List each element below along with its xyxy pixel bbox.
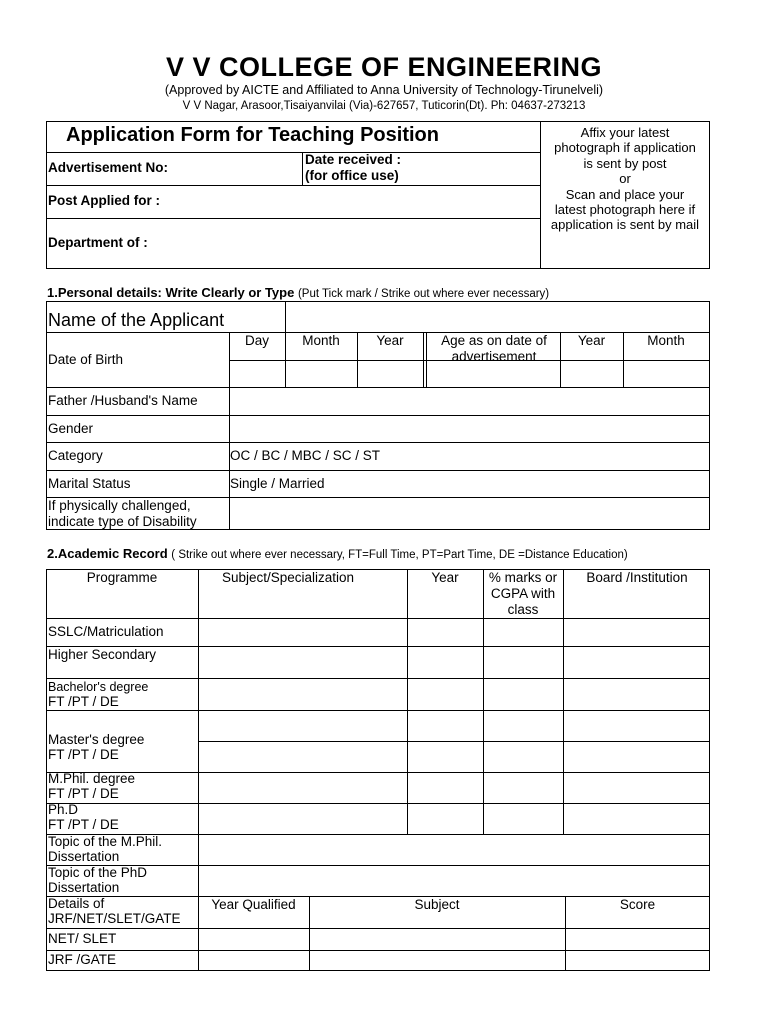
year-header: Year: [376, 333, 404, 348]
applicant-name-label: Name of the Applicant: [48, 310, 225, 330]
photo-placeholder[interactable]: Affix your latest photograph if application is sent by post or Scan and place your latest photograph here if application is sent by mail: [550, 125, 700, 233]
row-sslc: SSLC/Matriculation: [48, 624, 164, 639]
col-exam-subject: Subject: [414, 897, 460, 912]
marital-status-options[interactable]: Single / Married: [230, 476, 325, 491]
category-label: Category: [48, 448, 103, 463]
day-header: Day: [244, 333, 269, 348]
age-label: Age as on date of advertisement: [441, 333, 547, 364]
category-options[interactable]: OC / BC / MBC / SC / ST: [230, 448, 381, 463]
row-mphil-topic-2: Dissertation: [48, 849, 120, 864]
college-address: V V Nagar, Arasoor,Tisaiyanvilai (Via)-627657, Tuticorin(Dt). Ph: 04637-273213: [182, 100, 586, 112]
gender-label: Gender: [48, 421, 94, 436]
col-marks: % marks or CGPA with class: [488, 570, 558, 617]
advertisement-label: Advertisement No:: [48, 160, 169, 175]
col-year: Year: [431, 570, 459, 585]
row-jrf-gate: JRF /GATE: [48, 952, 117, 967]
academic-heading: 2.Academic Record ( Strike out where ever necessary, FT=Full Time, PT=Part Time, DE =Distance Education): [47, 546, 628, 561]
row-phd-mode: FT /PT / DE: [48, 817, 119, 832]
row-phd-topic-2: Dissertation: [48, 880, 120, 895]
row-jrf-details: Details of: [48, 896, 105, 911]
department-label: Department of :: [48, 235, 148, 250]
age-year-header: Year: [577, 333, 606, 348]
row-hsc: Higher Secondary: [48, 647, 157, 662]
row-mphil: M.Phil. degree: [48, 771, 136, 786]
disability-label-2: indicate type of Disability: [48, 514, 197, 529]
col-board: Board /Institution: [586, 570, 688, 585]
row-master-mode: FT /PT / DE: [48, 747, 119, 762]
date-received-label: Date received :: [305, 152, 402, 167]
row-phd: Ph.D: [48, 802, 79, 817]
office-use-label: (for office use): [305, 168, 399, 183]
row-bachelor-mode: FT /PT / DE: [48, 694, 119, 709]
row-net-slet: NET/ SLET: [48, 931, 117, 946]
row-mphil-topic: Topic of the M.Phil.: [48, 834, 163, 849]
col-year-qualified: Year Qualified: [211, 897, 296, 912]
disability-label: If physically challenged,: [48, 498, 191, 513]
personal-heading: 1.Personal details: Write Clearly or Type (Put Tick mark / Strike out where ever necessary): [47, 285, 550, 300]
approval-text: (Approved by AICTE and Affiliated to Anna University of Technology-Tirunelveli): [164, 83, 604, 97]
row-jrf-details-2: JRF/NET/SLET/GATE: [48, 911, 181, 926]
row-master: Master's degree: [48, 732, 145, 747]
form-title: Application Form for Teaching Position: [66, 124, 439, 146]
row-mphil-mode: FT /PT / DE: [48, 786, 119, 801]
col-programme: Programme: [86, 570, 158, 585]
college-name: V V COLLEGE OF ENGINEERING: [165, 52, 603, 82]
marital-status-label: Marital Status: [48, 476, 131, 491]
post-applied-label: Post Applied for :: [48, 193, 160, 208]
row-bachelor: Bachelor's degree: [48, 680, 149, 694]
col-score: Score: [619, 897, 656, 912]
age-month-header: Month: [647, 333, 685, 348]
father-name-label: Father /Husband's Name: [48, 393, 198, 408]
row-phd-topic: Topic of the PhD: [48, 865, 148, 880]
col-subject: Subject/Specialization: [221, 570, 355, 585]
month-header: Month: [302, 333, 340, 348]
dob-label: Date of Birth: [48, 352, 124, 367]
